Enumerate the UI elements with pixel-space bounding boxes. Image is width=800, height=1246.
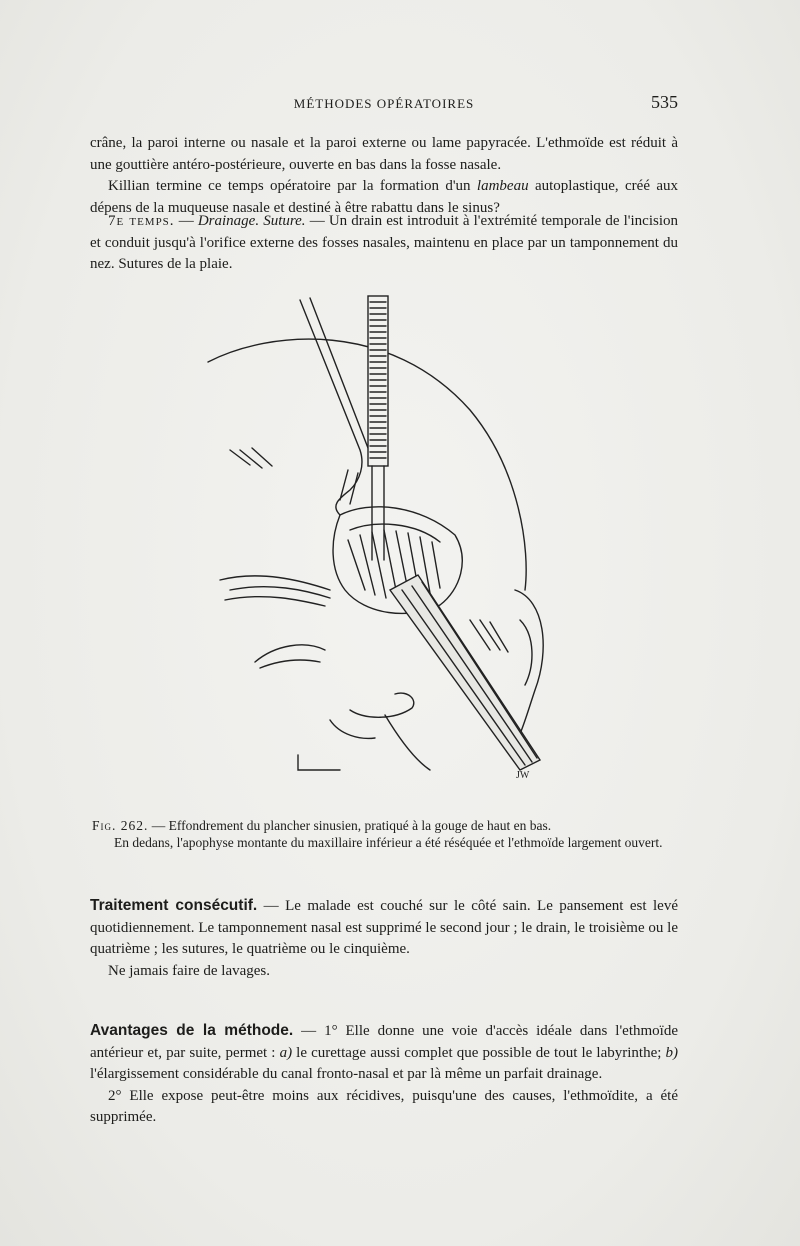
page-number: 535 [651, 92, 678, 112]
avantages-heading: Avantages de la méthode. [90, 1022, 294, 1039]
page-header [90, 92, 678, 116]
intro-paragraph-2: Killian termine ce temps opératoire par la formation d'un lambeau autoplastique, créé aux dépens de la muqueuse nasale et destiné à être rabattu dans le sinus? [90, 178, 679, 216]
avantages-point-2: 2° Elle expose peut-être moins aux récidives, puisqu'une des causes, l'ethmoïdite, a été supprimée. [90, 1087, 678, 1125]
step-number: 7e temps. [108, 213, 175, 229]
lambeau-term: lambeau [476, 178, 529, 194]
head-outline [208, 339, 526, 590]
surgical-illustration [190, 290, 550, 790]
figure-caption: Fig. 262. — Effondrement du plancher sinusien, pratiqué à la gouge de haut en bas. En dedans, l'apophyse montante du maxillaire inférieur a été réséquée et l'ethmoïde largement ouvert. [92, 818, 680, 851]
intro-paragraph-3: 7e temps. — Drainage. Suture. — Un drain est introduit à l'extrémité temporale de l'incision et conduit jusqu'à l'orifice externe des fosses nasales, maintenu en place par un tamponnement du nez. Sutures de la plaie. [90, 213, 678, 272]
section-avantages: Avantages de la méthode. — 1° Elle donne une voie d'accès idéale dans l'ethmoïde antérieur et, par suite, permet : a) le curettage aussi complet que possible de tout le labyrinthe; b) l'élargissement considérable du canal fronto-nasal et par là même un parfait drainage. 2° Elle expose peut-être moins aux récidives, puisqu'une des causes, l'ethmoïdite, a été supprimée. [90, 1020, 678, 1129]
traitement-note: Ne jamais faire de lavages. [108, 962, 271, 979]
caption-label: Fig. 262. [92, 818, 149, 833]
caption-continuation: En dedans, l'apophyse montante du maxillaire inférieur a été réséquée et l'ethmoïde largement ouvert. [114, 834, 663, 850]
traitement-heading: Traitement consécutif. [90, 897, 258, 914]
illustrator-signature: JW [516, 770, 530, 781]
nose-outline [350, 693, 414, 717]
step-title: Drainage. Suture. [197, 213, 306, 229]
intro-paragraph-1: crâne, la paroi interne ou nasale et la paroi externe ou lame papyracée. L'ethmoïde est réduit à une gouttière antéro-postérieure, ouverte en bas dans la fosse nasale. [90, 135, 678, 173]
closed-eye [255, 645, 325, 662]
running-title: MÉTHODES OPÉRATOIRES [293, 96, 475, 111]
section-traitement: Traitement consécutif. — Le malade est couché sur le côté sain. Le pansement est levé quotidiennement. Le tamponnement nasal est supprimé le second jour ; le drain, le troisième ou le quatrième ; les sutures, le quatrième ou le cinquième. Ne jamais faire de lavages. [90, 895, 678, 982]
